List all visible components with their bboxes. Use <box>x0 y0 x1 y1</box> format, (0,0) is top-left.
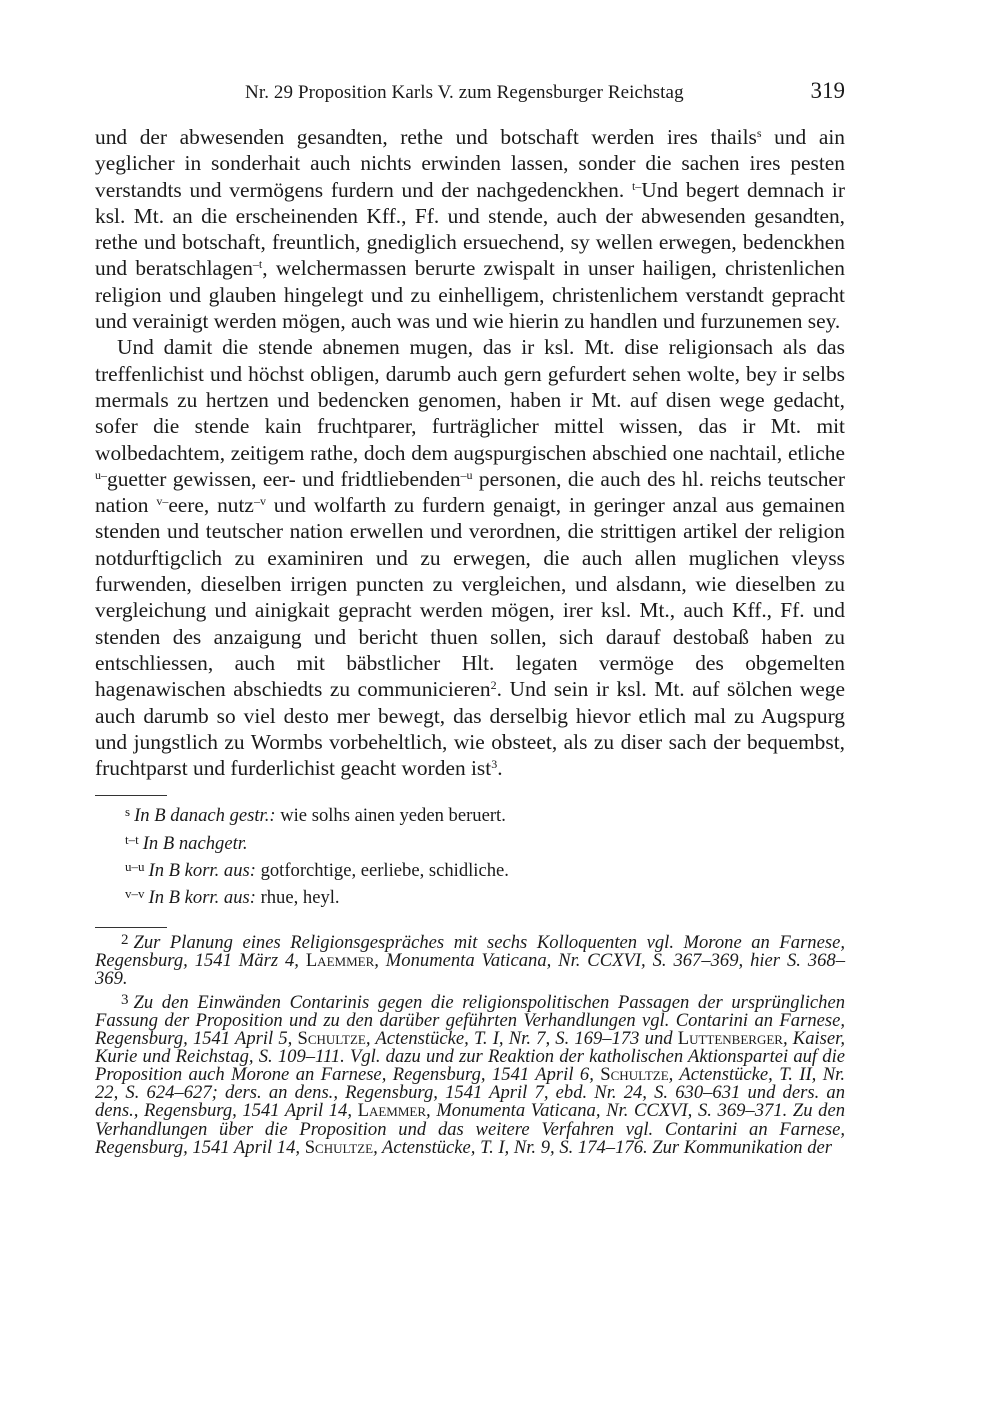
text-run: . Und sein ir ksl. Mt. auf sölchen wege auch darumb so viel desto mer bewegt, das derselbig hievor etlich mal zu Augspurg und jungstlich zu Wormbs vorbeheltlich, wie obsteet, als zu diser sach der bequembst, fruchtparst und furderlichist geacht worden ist <box>95 677 845 781</box>
variant-note-text: gotforchtige, eerliebe, schidliche. <box>255 860 509 882</box>
footnotes-divider <box>95 927 167 928</box>
variant-note <box>95 800 845 827</box>
footnote-text: , Monumenta Vaticana, Nr. CCXVI, S. 367–369, hier S. 368–369. <box>95 949 845 989</box>
author-name: Laemmer <box>305 949 375 971</box>
text-run: eere, nutz <box>168 493 254 518</box>
footnote-text: , Actenstücke, T. II, Nr. 22, S. 624–627; ders. an dens., Regensburg, 1541 April 7, ebd. Nr. 24, S. 630–631 und ders. an dens., Regensburg, 1541 April 14, <box>95 1064 845 1122</box>
variant-note <box>95 828 845 855</box>
paragraph-1 <box>95 124 845 334</box>
footnote-text: , Actenstücke, T. I, Nr. 9, S. 174–176. Zur Kommunikation der <box>373 1136 833 1158</box>
text-run: guetter gewissen, eer- und fridtliebenden <box>107 466 461 491</box>
variant-note <box>95 882 845 909</box>
variant-note-text: rhue, heyl. <box>255 887 340 909</box>
paragraph-2 <box>95 334 845 781</box>
variant-note-label: In B korr. aus: <box>148 860 256 882</box>
footnote-text: , Actenstücke, T. I, Nr. 7, S. 169–173 und <box>365 1028 678 1050</box>
variant-marker: –v <box>253 494 266 509</box>
variant-notes <box>95 800 845 909</box>
text-run: Und begert demnach ir ksl. Mt. an die erscheinenden Kff., Ff. und stende, auch der abwesenden gesandten, rethe und botschaft, freuntlich, gnediglich ersuechend, sy wellen erwegen, bedenckhen und beratschlagen <box>95 177 845 281</box>
variant-marker: –u <box>460 467 473 482</box>
author-name: Schultze <box>600 1064 669 1086</box>
variant-note-text: wie solhs ainen yeden beruert. <box>275 805 506 827</box>
variant-note <box>95 855 845 882</box>
footnotes <box>95 931 845 1157</box>
footnote-marker[interactable]: 2 <box>490 678 497 693</box>
running-title: Nr. 29 Proposition Karls V. zum Regensburger Reichstag <box>245 82 684 103</box>
footnote-number: 2 <box>121 931 129 948</box>
text-run: und ain yeglicher in sonderhait auch nichts erwinden lassen, sonder die sachen ires pesten verstandts und vermögens furdern und der nachgedenckhen. <box>95 125 845 202</box>
footnote-text: Zur Planung eines Religionsgespräches mit sechs Kolloquenten vgl. Morone an Farnese, Regensburg, 1541 März 4, <box>95 931 845 971</box>
author-name: Schultze <box>297 1028 366 1050</box>
variant-note-mark: v–v <box>125 886 145 902</box>
footnote-text: Zu den Einwänden Contarinis gegen die religionspolitischen Passagen der ursprünglichen Fassung der Proposition und zu den darüber geführten Verhandlungen vgl. Contarini an Farnese, Regensburg, 1541 April 5, <box>95 991 845 1050</box>
text-run: personen, die auch des hl. reichs teutscher nation <box>95 466 846 518</box>
author-name: Luttenberger <box>677 1028 783 1050</box>
document-page <box>95 78 845 1160</box>
variant-note-label: In B korr. aus: <box>148 887 256 909</box>
footnote-text: , Kaiser, Kurie und Reichstag, S. 109–111. Vgl. dazu und zur Reaktion der katholischen Aktionspartei auf die Proposition auch Morone an Farnese, Regensburg, 1541 April 6, <box>95 1028 845 1086</box>
text-run: . <box>497 756 503 781</box>
page-number: 319 <box>810 78 845 103</box>
variant-marker: u– <box>95 467 107 482</box>
variant-note-mark: t–t <box>125 831 139 847</box>
author-name: Laemmer <box>357 1100 427 1122</box>
variant-notes-divider <box>95 795 167 796</box>
text-run: , welchermassen berurte zwispalt in unser hailigen, christenlichen religion und glauben hingelegt und zu einhelligem, christenlichem verstandt gepracht und verainigt werden mögen, auch was und wie hierin zu handlen und furzunemen sey. <box>95 256 845 334</box>
main-text <box>95 124 845 781</box>
variant-marker: s <box>756 126 762 140</box>
variant-note-mark: u–u <box>125 859 145 875</box>
variant-note-label: In B nachgetr. <box>142 832 248 854</box>
footnote-3 <box>95 991 845 1157</box>
text-run: und wolfarth zu furdern genaigt, in geringer anzal aus gemainen stenden und teutscher nation erwellen und verordnen, die strittigen artikel der religion notdurftigclich zu examiniren und zu erwegen, die auch allen muglichen vleyss furwenden, dieselben irrigen puncten zu vergleichen, und alsdann, wie dieselben zu vergleichung und ainigkait gepracht werden mögen, irer ksl. Mt., auch Kff., Ff. und stenden des anzaigung und bericht thuen sollen, sich darauf destobaß haben zu entschliessen, auch mit bäbstlicher Hlt. legaten vermöge des obgemelten hagenawischen abschiedts zu communicieren <box>95 493 845 702</box>
author-name: Schultze <box>304 1136 374 1158</box>
footnote-text: , Monumenta Vaticana, Nr. CCXVI, S. 369–371. Zu den Verhandlungen über die Proposition und das weitere Verfahren vgl. Contarini an Farnese, Regensburg, 1541 April 14, <box>95 1100 845 1158</box>
variant-note-label: In B danach gestr.: <box>134 805 276 827</box>
variant-note-mark: s <box>125 804 131 820</box>
text-run: Und damit die stende abnemen mugen, das ir ksl. Mt. dise religionsach als das treffenlichist und höchst obligen, darumb auch gern gefurdert sehen wolte, bey ir selbs mermals zu hertzen und bedencken genomen, haben ir Mt. auf disen wege gedacht, sofer die stende kain fruchtparer, furträglicher mittel wissen, das ir Mt. mit wolbedachtem, zeitigem rathe, doch dem augspurgischen abschied one nachtail, etliche <box>95 335 845 465</box>
text-run: und der abwesenden gesandten, rethe und botschaft werden ires thails <box>95 125 757 149</box>
variant-marker: v– <box>156 494 169 509</box>
footnote-2 <box>95 931 845 988</box>
page-header <box>95 78 845 108</box>
variant-marker: t– <box>631 178 642 193</box>
footnote-marker[interactable]: 3 <box>491 757 498 772</box>
variant-marker: –t <box>252 257 263 272</box>
footnote-number: 3 <box>121 991 129 1008</box>
